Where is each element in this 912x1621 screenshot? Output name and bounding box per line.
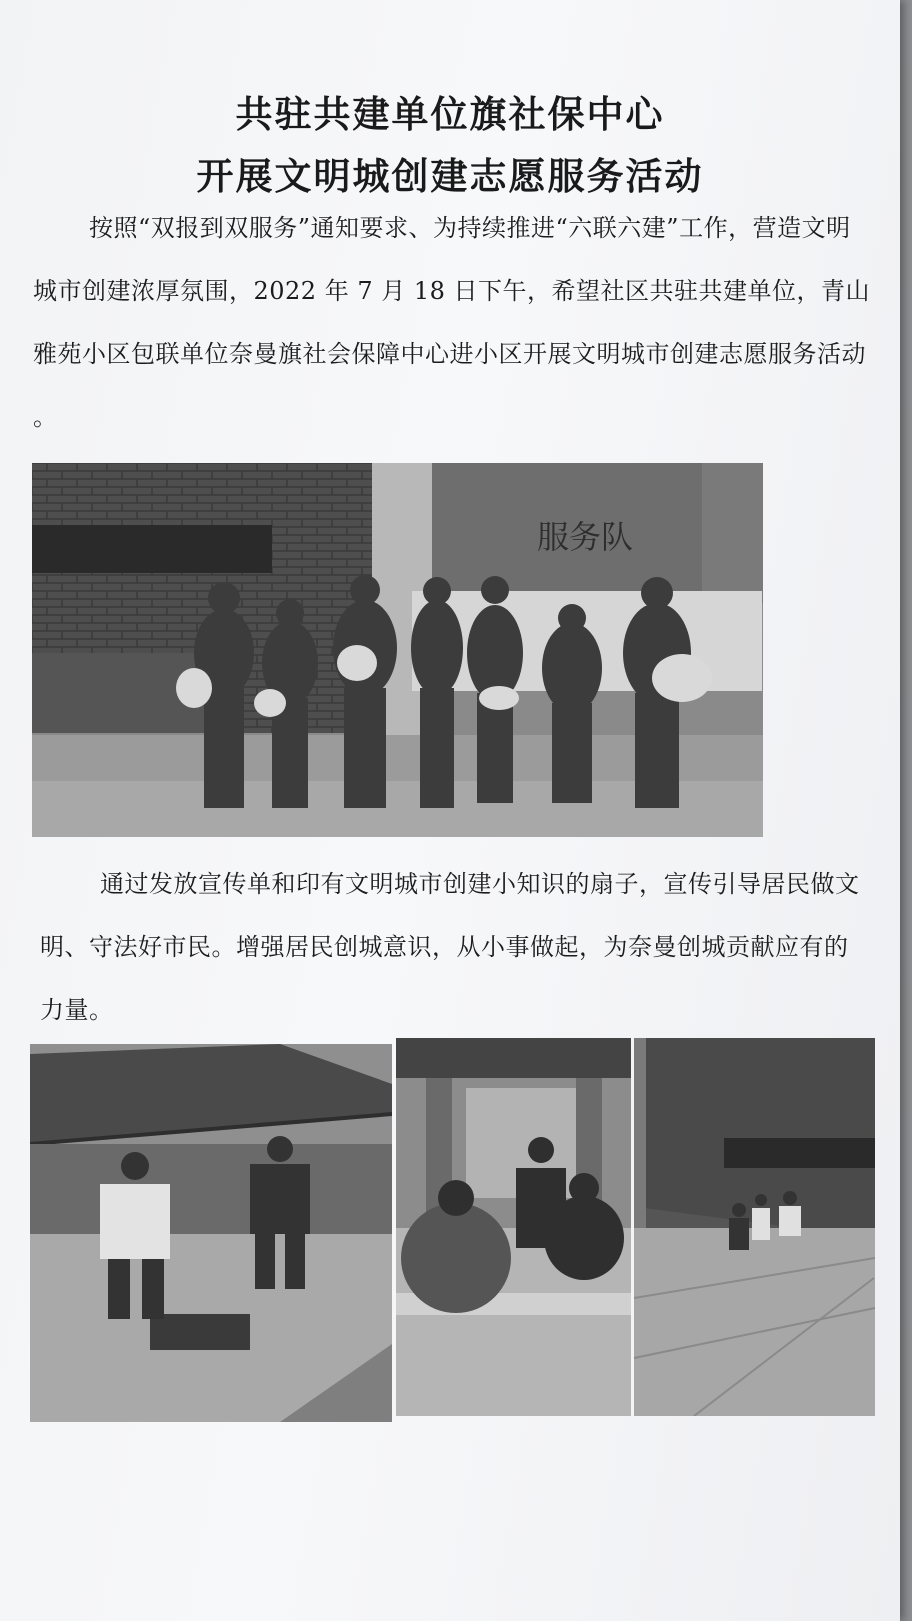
title-line-2: 开展文明城创建志愿服务活动: [196, 155, 704, 198]
pavilion-photo: [30, 1044, 392, 1422]
title-line-1: 共驻共建单位旗社保中心: [235, 93, 665, 136]
courtyard-photo: [396, 1038, 631, 1416]
banner-text: 服务队: [537, 518, 634, 556]
volunteer-group-photo: [32, 463, 763, 837]
paragraph-intro: 按照“双报到双服务”通知要求、为持续推进“六联六建”工作，营造文明城市创建浓厚氛围，2022 年 7 月 18 日下午，希望社区共驻共建单位，青山雅苑小区包联单位奈曼旗社会保障中心进小区开展文明城市创建志愿服务活动 。: [33, 214, 871, 431]
paragraph-activity: 通过发放宣传单和印有文明城市创建小知识的扇子，宣传引导居民做文明、守法好市民。增强居民创城意识，从小事做起，为奈曼创城贡献应有的力量。: [40, 870, 860, 1024]
street-photo: [634, 1038, 875, 1416]
